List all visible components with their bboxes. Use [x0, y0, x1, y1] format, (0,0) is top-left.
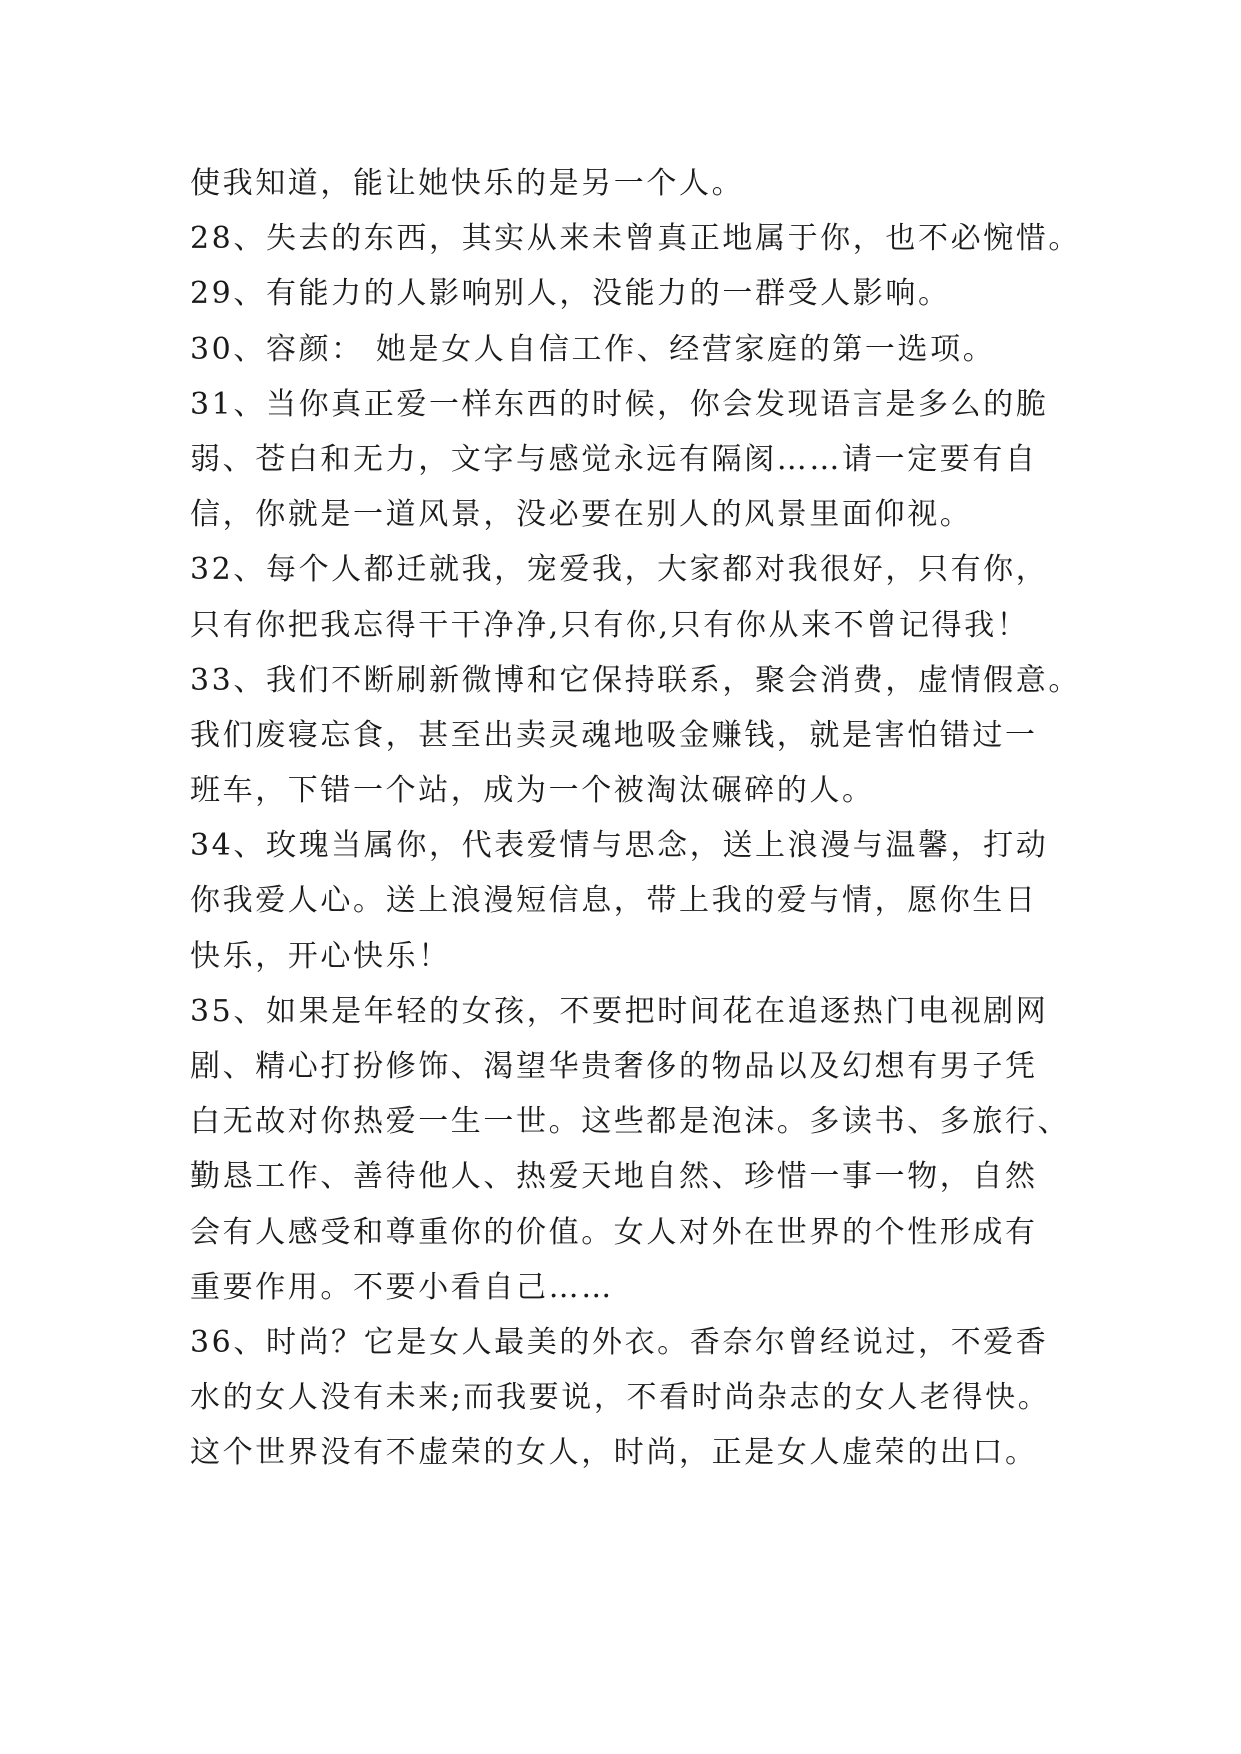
text-line: 信，你就是一道风景，没必要在别人的风景里面仰视。 [190, 497, 973, 533]
text-line: 你我爱人心。送上浪漫短信息，带上我的爱与情，愿你生日 [190, 883, 1038, 919]
text-line: 我们废寝忘食，甚至出卖灵魂地吸金赚钱，就是害怕错过一 [190, 717, 1038, 753]
text-line: 34、玫瑰当属你，代表爱情与思念，送上浪漫与温馨，打动 [190, 828, 1049, 864]
text-line: 28、失去的东西，其实从来未曾真正地属于你，也不必惋惜。 [190, 221, 1081, 257]
text-line: 勤恳工作、善待他人、热爱天地自然、珍惜一事一物，自然 [190, 1159, 1038, 1195]
body-text [190, 156, 1090, 1481]
text-line: 33、我们不断刷新微博和它保持联系，聚会消费，虚情假意。 [190, 662, 1081, 698]
text-line: 水的女人没有未来;而我要说，不看时尚杂志的女人老得快。 [190, 1380, 1051, 1416]
text-line: 使我知道，能让她快乐的是另一个人。 [190, 166, 745, 201]
text-line: 班车，下错一个站，成为一个被淘汰碾碎的人。 [190, 773, 875, 809]
text-line: 快乐，开心快乐！ [190, 938, 451, 974]
text-line: 只有你把我忘得干干净净,只有你,只有你从来不曾记得我！ [190, 607, 1030, 643]
text-line: 剧、精心打扮修饰、渴望华贵奢侈的物品以及幻想有男子凭 [190, 1049, 1038, 1084]
text-line: 35、如果是年轻的女孩，不要把时间花在追逐热门电视剧网 [190, 993, 1049, 1029]
text-line: 32、每个人都迁就我，宠爱我，大家都对我很好，只有你， [190, 552, 1049, 588]
text-line: 重要作用。不要小看自己…… [190, 1269, 614, 1305]
text-line: 白无故对你热爱一生一世。这些都是泡沫。多读书、多旅行、 [190, 1104, 1071, 1140]
text-line: 弱、苍白和无力，文字与感觉永远有隔阂……请一定要有自 [190, 441, 1038, 477]
text-line: 这个世界没有不虚荣的女人，时尚，正是女人虚荣的出口。 [190, 1435, 1038, 1471]
text-line: 31、当你真正爱一样东西的时候，你会发现语言是多么的脆 [190, 386, 1049, 422]
text-line: 36、时尚？它是女人最美的外衣。香奈尔曾经说过，不爱香 [190, 1324, 1049, 1360]
text-line: 30、容颜： 她是女人自信工作、经营家庭的第一选项。 [190, 331, 996, 367]
text-line: 29、有能力的人影响别人，没能力的一群受人影响。 [190, 276, 951, 312]
text-line: 会有人感受和尊重你的价值。女人对外在世界的个性形成有 [190, 1214, 1038, 1250]
